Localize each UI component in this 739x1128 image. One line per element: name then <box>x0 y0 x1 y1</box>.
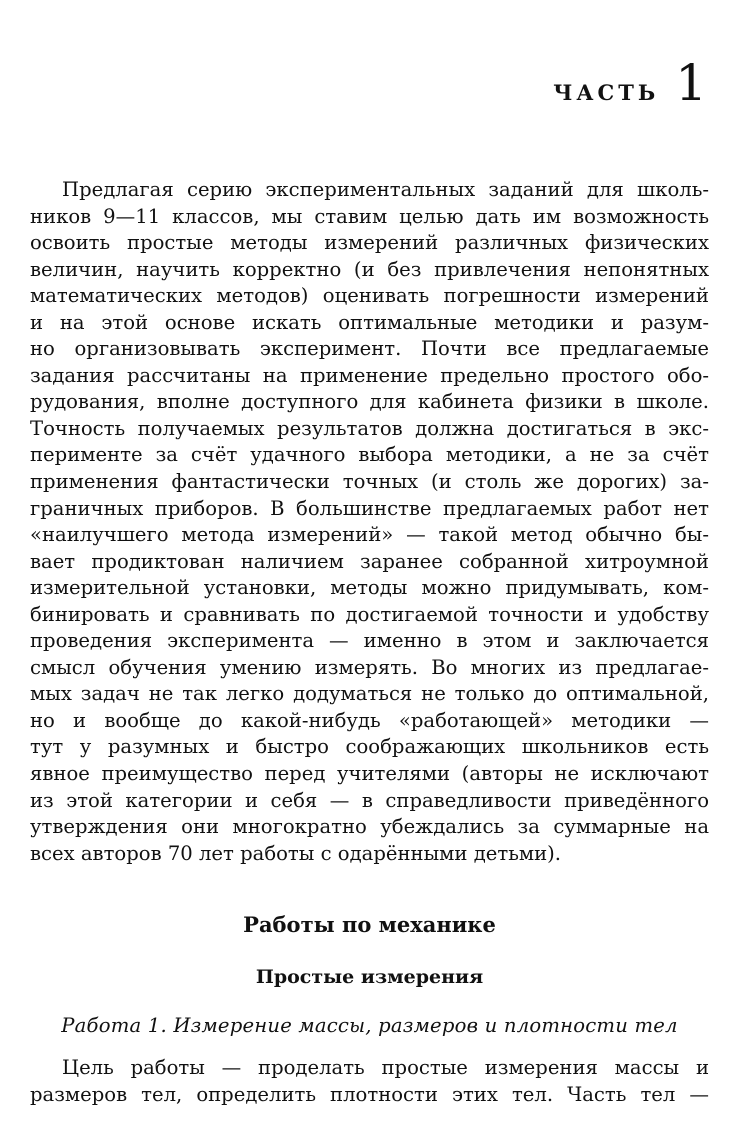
text-line: Предлагая серию экспериментальных заданий для школь- <box>62 178 709 201</box>
work-title: Работа 1. Измерение массы, размеров и плотности тел <box>61 1014 678 1037</box>
text-line: утверждения они многократно убеждались за суммарные на <box>30 815 709 839</box>
text-line: но организовывать эксперимент. Почти все предлагаемые <box>30 337 709 361</box>
text-line: проведения эксперимента — именно в этом и заключается <box>30 629 709 653</box>
text-line: ников 9—11 классов, мы ставим целью дать им возможность <box>30 204 709 228</box>
text-line: тут у разумных и быстро соображающих школьников есть <box>30 735 709 759</box>
part-heading <box>553 54 707 112</box>
part-word: часть <box>553 73 660 108</box>
text-line: но и вообще до какой-нибудь «работающей» методики — <box>30 708 709 732</box>
section-title: Работы по механике <box>243 912 496 937</box>
text-line: и на этой основе искать оптимальные методики и разум- <box>30 310 709 334</box>
text-line: Точность получаемых результатов должна достигаться в экс- <box>30 416 709 440</box>
text-line: освоить простые методы измерений различных физических <box>30 231 709 255</box>
text-line: размеров тел, определить плотности этих тел. Часть тел — <box>30 1083 709 1106</box>
text-line: смысл обучения умению измерять. Во многих из предлагае- <box>30 655 709 679</box>
text-line: перименте за счёт удачного выбора методики, а не за счёт <box>30 443 709 467</box>
intro-paragraph <box>30 177 709 867</box>
subsection-title: Простые измерения <box>255 966 484 988</box>
text-line: применения фантастически точных (и столь же дорогих) за- <box>30 470 709 494</box>
text-line: математических методов) оценивать погрешности измерений <box>30 284 709 308</box>
text-line: рудования, вполне доступного для кабинета физики в школе. <box>30 390 709 414</box>
text-line: вает продиктован наличием заранее собранной хитроумной <box>30 549 709 573</box>
text-line: граничных приборов. В большинстве предлагаемых работ нет <box>30 496 709 520</box>
text-line: из этой категории и себя — в справедливости приведённого <box>30 788 709 812</box>
text-line: Цель работы — проделать простые измерения массы и <box>62 1056 709 1079</box>
text-line: «наилучшего метода измерений» — такой метод обычно бы- <box>30 523 709 547</box>
text-line: величин, научить корректно (и без привлечения непонятных <box>30 257 709 281</box>
text-line: задания рассчитаны на применение предельно простого обо- <box>30 363 709 387</box>
part-number: 1 <box>675 54 707 112</box>
text-line: всех авторов 70 лет работы с одарёнными детьми). <box>30 841 562 865</box>
text-line: бинировать и сравнивать по достигаемой точности и удобству <box>30 602 709 626</box>
goal-paragraph <box>30 1054 709 1108</box>
text-line: мых задач не так легко додуматься не только до оптимальной, <box>30 682 709 706</box>
text-line: измерительной установки, методы можно придумывать, ком- <box>30 576 709 600</box>
text-line: явное преимущество перед учителями (авторы не исключают <box>30 762 709 786</box>
